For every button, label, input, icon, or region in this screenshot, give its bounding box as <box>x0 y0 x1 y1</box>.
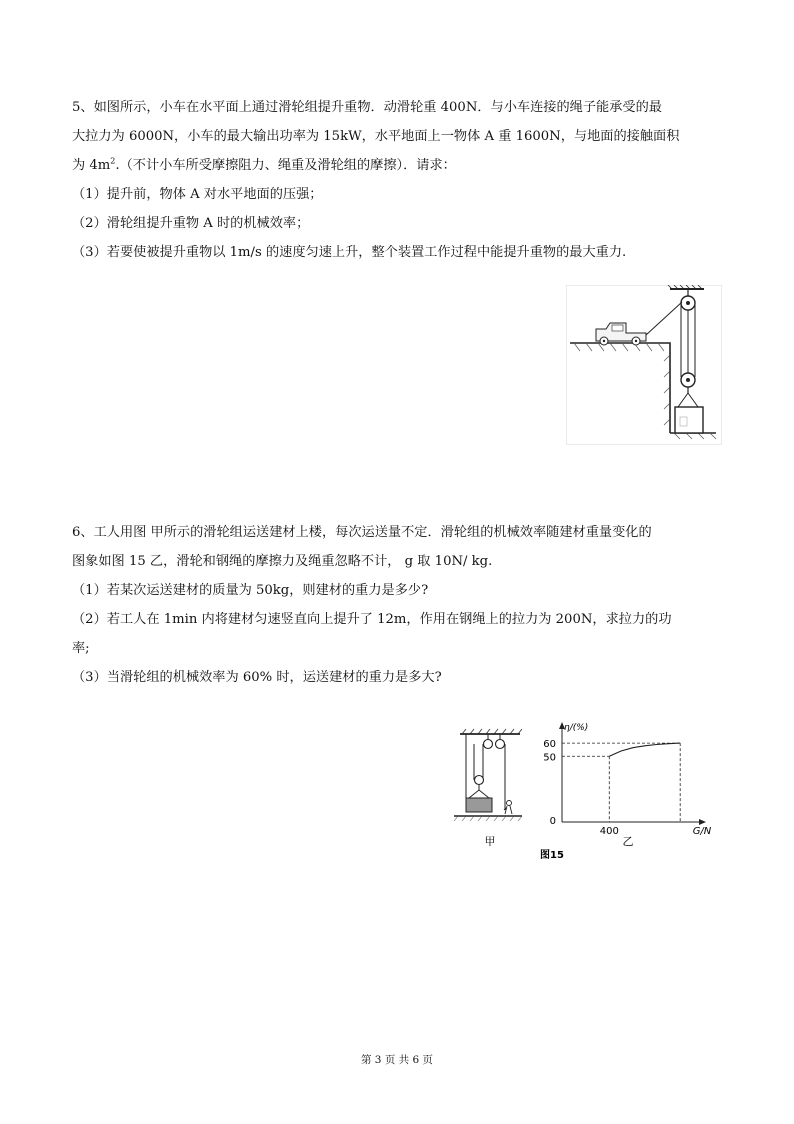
q5-sub-1: （1）提升前，物体 A 对水平地面的压强； <box>72 187 323 202</box>
q5-line-2: 大拉力为 6000N，小车的最大输出功率为 15kW，水平地面上一物体 A 重 1600N，与地面的接触面积 <box>72 129 680 144</box>
y-tick-50: 50 <box>543 752 556 764</box>
figure-15-label-yi: 乙 <box>622 835 634 848</box>
efficiency-curve <box>609 743 680 756</box>
y-tick-0: 0 <box>549 816 556 827</box>
q6-sub-2: （2）若工人在 1min 内将建材匀速竖直向上提升了 12m，作用在钢绳上的拉力为 200N，求拉力的功 <box>72 612 672 627</box>
figure-15-jia-diagram <box>454 729 522 821</box>
figure-15-yi-chart <box>543 722 712 837</box>
x-tick-400: 400 <box>599 826 619 837</box>
question-6 <box>72 518 724 692</box>
q6-line-2: 图象如图 15 乙，滑轮和钢绳的摩擦力及绳重忽略不计， g 取 10N/ kg. <box>72 554 493 569</box>
q5-sub-2: （2）滑轮组提升重物 A 时的机械效率； <box>72 216 310 231</box>
figure-15-label-jia: 甲 <box>484 835 496 848</box>
q5-line-3 <box>72 151 724 180</box>
figure-15-caption: 图15 <box>540 850 564 861</box>
q5-line-1: 5、如图所示，小车在水平面上通过滑轮组提升重物．动滑轮重 400N．与小车连接的绳子能承受的最 <box>72 100 662 115</box>
q5-line-3-sup: 2 <box>110 156 116 166</box>
q6-sub-1: （1）若某次运送建材的质量为 50kg，则建材的重力是多少? <box>72 583 429 598</box>
chart-ylabel: η/(%) <box>564 723 589 733</box>
q6-line-1: 6、工人用图 甲所示的滑轮组运送建材上楼，每次运送量不定．滑轮组的机械效率随建材重量变化的 <box>72 525 652 540</box>
y-tick-60: 60 <box>543 739 556 751</box>
q5-figure <box>566 285 722 445</box>
chart-xlabel: G/N <box>692 826 712 837</box>
q6-sub-3: （3）当滑轮组的机械效率为 60% 时，运送建材的重力是多大? <box>72 670 442 685</box>
q6-sub-2-cont: 率; <box>72 641 90 656</box>
q5-sub-3: （3）若要使被提升重物以 1m/s 的速度匀速上升，整个装置工作过程中能提升重物的最大重力. <box>72 245 627 260</box>
question-5 <box>72 93 724 267</box>
q5-line-3-post: .（不计小车所受摩擦阻力、绳重及滑轮组的摩擦）．请求： <box>115 158 456 173</box>
q5-line-3-pre: 为 4m <box>72 158 111 173</box>
figure-15 <box>452 720 718 868</box>
page-footer: 第 3 页 共 6 页 <box>360 1054 434 1066</box>
